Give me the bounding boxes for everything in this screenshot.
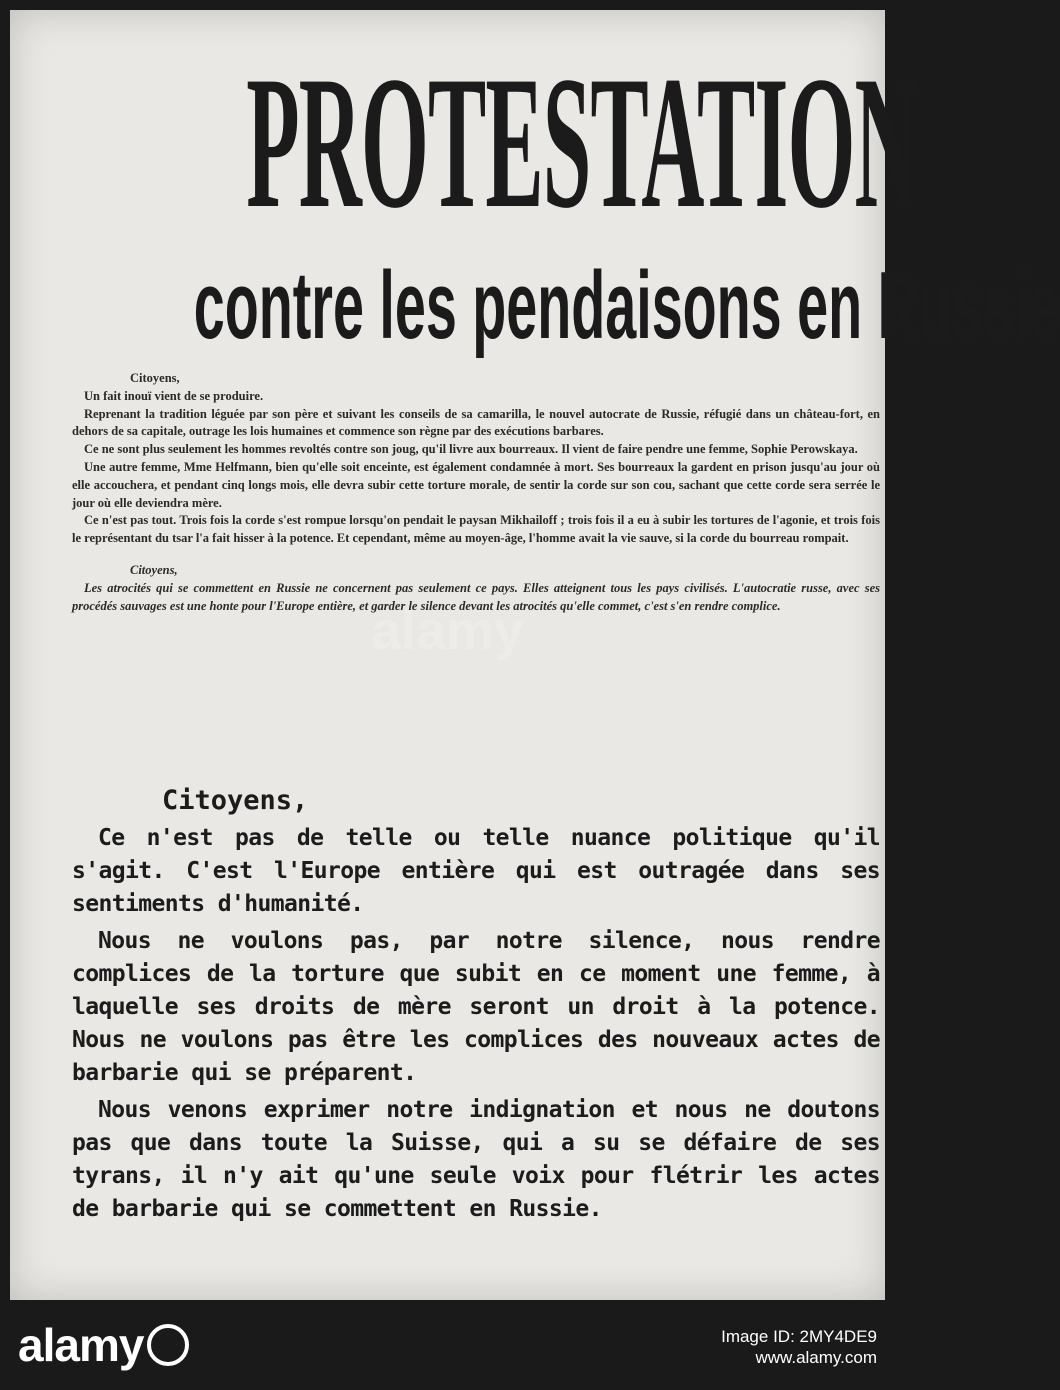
small-paragraph: Un fait inouï vient de se produire. <box>84 388 264 403</box>
large-paragraph: Nous ne voulons pas, par notre silence, nous rendre complices de la torture que subit en ce moment une femme, à laquelle ses droits de mère seront un droit à la potence. Nous ne voulons pas être les complices des nouveaux actes de barbarie qui se préparent. <box>72 928 880 1086</box>
watermark: alamy <box>370 601 525 661</box>
small-paragraph-italic: Les atrocités qui se commettent en Russie ne concernent pas seulement ce pays. Elles atteignent tous les pays civilisés. L'autocratie russe, avec ses procédés sauvages est une honte pour l'Europe entière, et garder le silence devant les atrocités qu'elle commet, c'est s'en rendre complice. <box>72 580 880 613</box>
poster-title: PROTESTATION <box>246 38 917 248</box>
large-paragraph: Ce n'est pas de telle ou telle nuance politique qu'il s'agit. C'est l'Europe entière qui est outragée dans ses sentiments d'humanité. <box>72 825 880 917</box>
large-salutation: Citoyens, <box>162 785 309 816</box>
logo-text: alamy <box>18 1319 144 1371</box>
alamy-logo <box>18 1318 189 1372</box>
poster <box>10 10 1060 1300</box>
logo-circle-icon <box>147 1324 189 1366</box>
footer-url: www.alamy.com <box>755 1348 877 1367</box>
small-paragraph: Une autre femme, Mme Helfmann, bien qu'elle soit enceinte, est également condamnée à mort. Ses bourreaux la gardent en prison jusqu'au jour où elle accouchera, et pendant cinq longs mois, elle devra subir cette torture morale, de sentir la corde sur son cou, sachant que cette corde sera serrée le jour où elle deviendra mère. <box>72 459 880 510</box>
small-text-block <box>72 370 880 615</box>
small-paragraph: Ce n'est pas tout. Trois fois la corde s'est rompue lorsqu'on pendait le paysan Mikhailoff ; trois fois il a eu à subir les tortures de l'agonie, et trois fois le représentant du tsar l'a fait hisser à la potence. Et cependant, même au moyen-âge, l'homme avait la vie sauve, si la corde du bourreau rompait. <box>72 513 880 546</box>
footer-info <box>721 1326 877 1368</box>
large-paragraph: Nous venons exprimer notre indignation et nous ne doutons pas que dans toute la Suisse, qui a su se défaire de ses tyrans, il n'y ait qu'une seule voix pour flétrir les actes de barbarie qui se commettent en Russie. <box>72 1097 880 1222</box>
image-id-label: Image ID: 2MY4DE9 <box>721 1327 877 1346</box>
large-text-block <box>72 784 880 1230</box>
small-salutation-2: Citoyens, <box>130 562 178 577</box>
poster-subtitle: contre les pendaisons en Russie <box>193 252 1060 359</box>
small-paragraph: Ce ne sont plus seulement les hommes revoltés contre son joug, qu'il livre aux bourreaux. Il vient de faire pendre une femme, Sophie Perowskaya. <box>84 442 858 457</box>
small-paragraph: Reprenant la tradition léguée par son père et suivant les conseils de sa camarilla, le nouvel autocrate de Russie, réfugié dans un château-fort, en dehors de sa capitale, outrage les lois humaines et commence son règne par des exécutions barbares. <box>72 406 880 439</box>
small-salutation-1: Citoyens, <box>130 371 180 385</box>
footer-bar <box>0 1300 895 1390</box>
